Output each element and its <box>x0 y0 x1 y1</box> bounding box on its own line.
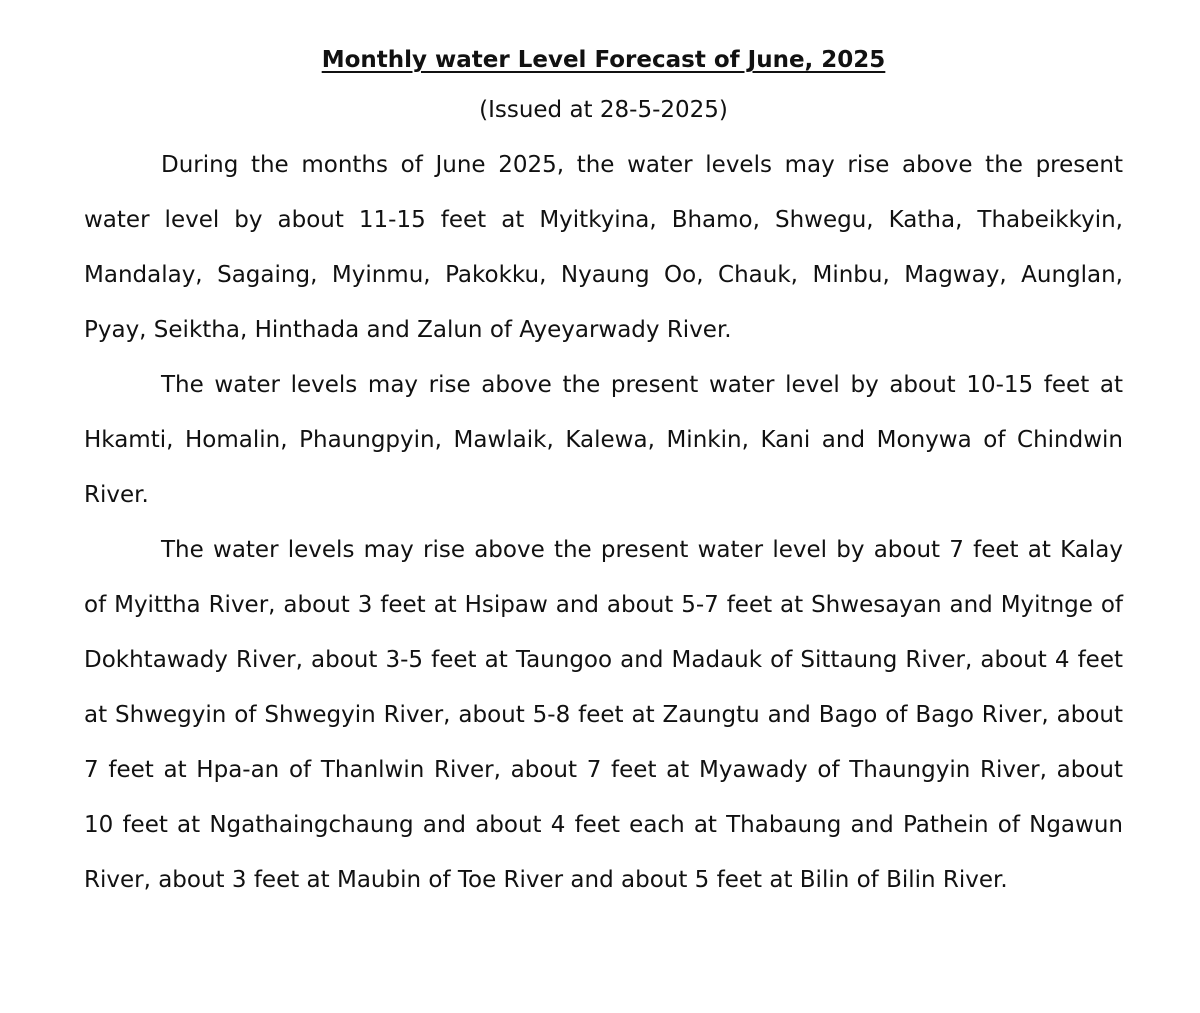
forecast-document <box>84 38 1123 908</box>
paragraph-other-rivers: The water levels may rise above the present water level by about 7 feet at Kalay of Myittha River, about 3 feet at Hsipaw and about 5-7 feet at Shwesayan and Myitnge of Dokhtawady River, about 3-5 feet at Taungoo and Madauk of Sittaung River, about 4 feet at Shwegyin of Shwegyin River, about 5-8 feet at Zaungtu and Bago of Bago River, about 7 feet at Hpa-an of Thanlwin River, about 7 feet at Myawady of Thaungyin River, about 10 feet at Ngathaingchaung and about 4 feet each at Thabaung and Pathein of Ngawun River, about 3 feet at Maubin of Toe River and about 5 feet at Bilin of Bilin River. <box>84 537 1123 893</box>
document-title <box>84 38 1123 82</box>
paragraph-ayeyarwady: During the months of June 2025, the water levels may rise above the present water level by about 11-15 feet at Myitkyina, Bhamo, Shwegu, Katha, Thabeikkyin, Mandalay, Sagaing, Myinmu, Pakokku, Nyaung Oo, Chauk, Minbu, Magway, Aunglan, Pyay, Seiktha, Hinthada and Zalun of Ayeyarwady River. <box>84 152 1123 343</box>
issued-date: (Issued at 28-5-2025) <box>479 97 728 123</box>
paragraph-chindwin: The water levels may rise above the present water level by about 10-15 feet at Hkamti, Homalin, Phaungpyin, Mawlaik, Kalewa, Minkin, Kani and Monywa of Chindwin River. <box>84 372 1123 508</box>
document-title-text: Monthly water Level Forecast of June, 2025 <box>321 47 886 73</box>
